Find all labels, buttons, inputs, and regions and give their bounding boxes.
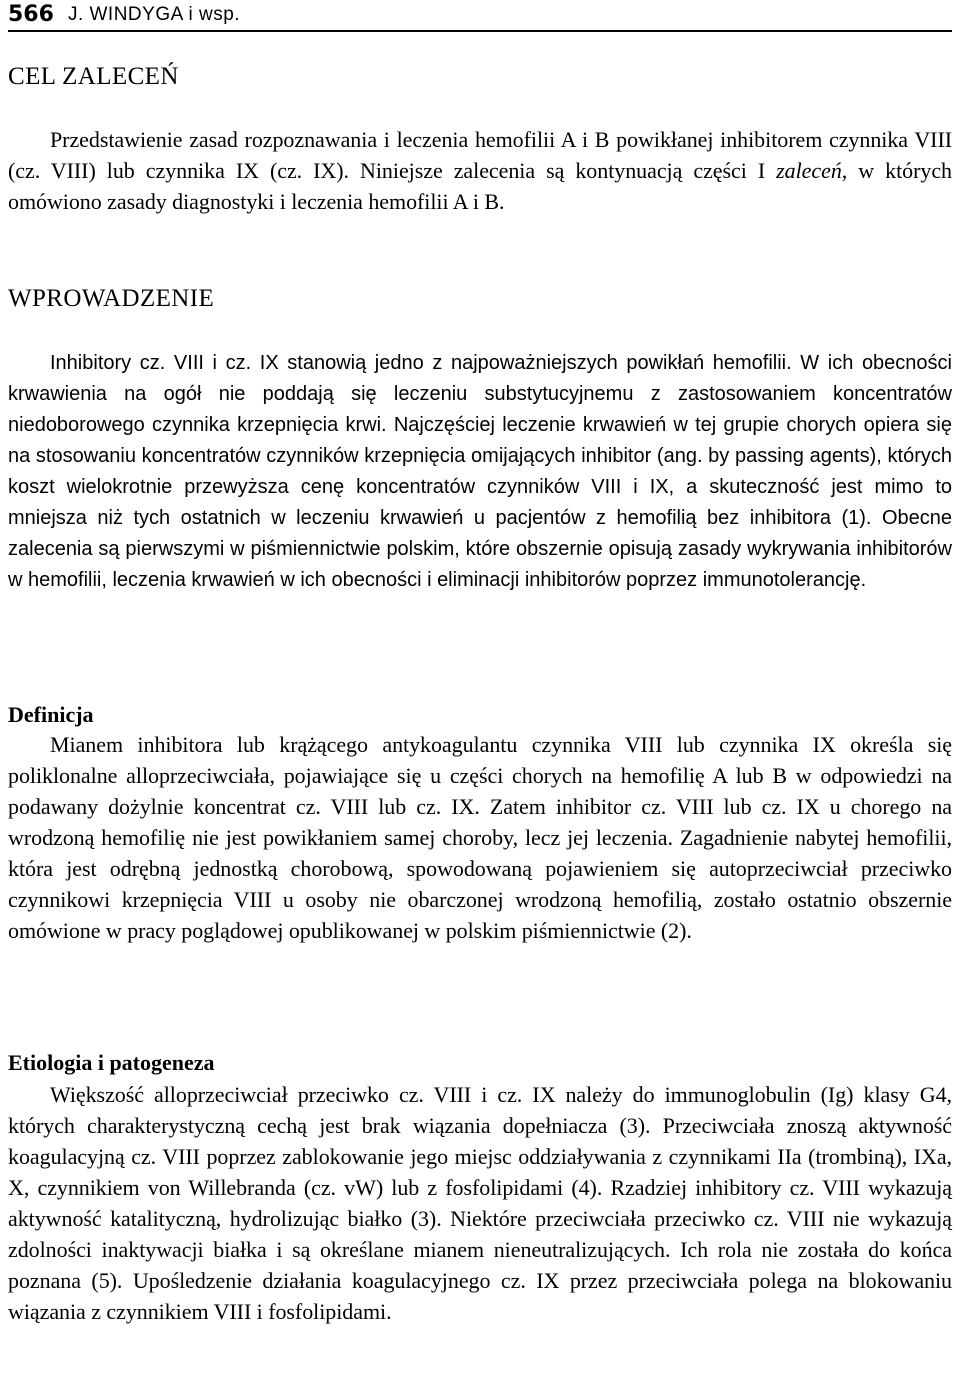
section-heading-cel: CEL ZALECEŃ: [8, 63, 179, 90]
section-heading-definicja: Definicja: [8, 702, 94, 727]
section-heading-wprowadzenie: WPROWADZENIE: [8, 285, 215, 312]
running-head-authors: J. WINDYGA i wsp.: [67, 4, 241, 25]
paragraph-definicja: Mianem inhibitora lub krążącego antykoagulantu czynnika VIII lub czynnika IX określa się poliklonalne alloprzeciwciała, pojawiające się u części chorych na hemofilię A lub B w odpowiedzi na podawany dożylnie koncentrat cz. VIII lub cz. IX. Zatem inhibitor cz. VIII lub cz. IX u chorego na wrodzoną hemofilię nie jest powikłaniem samej choroby, lecz jej leczenia. Zagadnienie nabytej hemofilii, która jest odrębną jednostką chorobową, spowodowaną pojawieniem się autoprzeciwciał przeciwko czynnikowi krzepnięcia VIII u osoby nie obarczonej wrodzoną hemofilią, zostało ostatnio obszernie omówione w pracy poglądowej opublikowanej w polskim piśmiennictwie (2).: [8, 732, 952, 943]
paragraph-etiologia: Większość alloprzeciwciał przeciwko cz. VIII i cz. IX należy do immunoglobulin (Ig) klasy G4, których charakterystyczną cechą jest brak wiązania dopełniacza (3). Przeciwciała znoszą aktywność koagulacyjną cz. VIII poprzez zablokowanie jego miejsc oddziaływania z czynnikami IIa (trombiną), IXa, X, czynnikiem von Willebranda (cz. vW) lub z fosfolipidami (4). Rzadziej inhibitory cz. VIII wykazują aktywność katalityczną, hydrolizując białko (3). Niektóre przeciwciała przeciwko cz. VIII nie wykazują zdolności inaktywacji białka i są określane mianem nieneutralizujących. Ich rola nie została do końca poznana (5). Upośledzenie działania koagulacyjnego cz. IX przez przeciwciała polega na blokowaniu wiązania z czynnikiem VIII i fosfolipidami.: [8, 1082, 952, 1324]
paragraph-cel-italic: zaleceń: [776, 158, 842, 183]
paragraph-cel: [8, 124, 952, 217]
page-number: 566: [8, 2, 54, 27]
paragraph-wprowadzenie: Inhibitory cz. VIII i cz. IX stanowią jedno z najpoważniejszych powikłań hemofilii. W ich obecności krwawienia na ogół nie poddają się leczeniu substytucyjnemu z zastosowaniem koncentratów niedoborowego czynnika krzepnięcia krwi. Najczęściej leczenie krwawień w tej grupie chorych opiera się na stosowaniu koncentratów czynników krzepnięcia omijających inhibitor (ang. by passing agents), których koszt wielokrotnie przewyższa cenę koncentratów czynników VIII i IX, a skuteczność jest mimo to mniejsza niż tych ostatnich w leczeniu krwawień u pacjentów z hemofilią bez inhibitora (1). Obecne zalecenia są pierwszymi w piśmiennictwie polskim, które obszernie opisują zasady wykrywania inhibitorów w hemofilii, leczenia krwawień w ich obecności i eliminacji inhibitorów poprzez immunotolerancję.: [8, 352, 952, 591]
section-heading-etiologia: Etiologia i patogeneza: [8, 1050, 215, 1075]
paragraph-cel-text-end: , w których omówiono zasady diagnostyki i leczenia hemofilii A i B.: [8, 158, 952, 214]
running-head: [8, 0, 952, 32]
paragraph-cel-text-start: Przedstawienie zasad rozpoznawania i leczenia hemofilii A i B powikłanej inhibitorem czynnika VIII (cz. VIII) lub czynnika IX (cz. IX). Niniejsze zalecenia są kontynuacją części I: [8, 127, 952, 183]
